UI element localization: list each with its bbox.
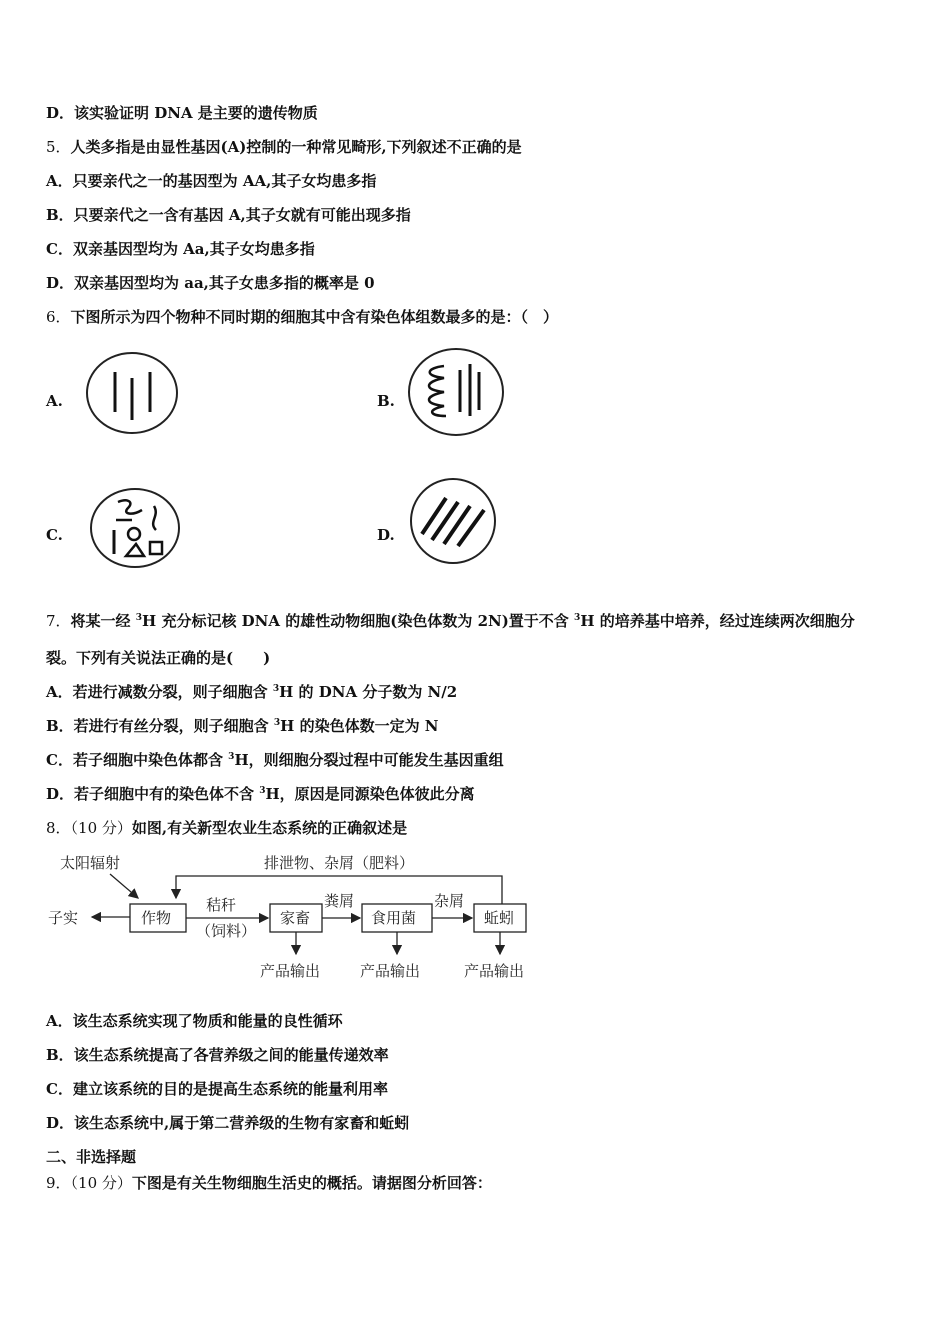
q6-label-b: B.	[377, 392, 395, 410]
q6-stem-text: 下图所示为四个物种不同时期的细胞其中含有染色体组数最多的是：（ ）	[70, 308, 559, 326]
q9-stem	[46, 1172, 492, 1193]
q7-option-b-2: H 的染色体数一定为 N	[280, 717, 439, 735]
sup-3: 3	[574, 613, 581, 623]
cell-diagram-c	[88, 486, 182, 570]
label-dung: 粪屑	[324, 892, 355, 910]
q8-option-b: B．该生态系统提高了各营养级之间的能量传递效率	[46, 1046, 389, 1064]
q6-label-d: D.	[377, 526, 395, 544]
q7-stem-line1	[46, 610, 855, 631]
ecosystem-flow-diagram	[40, 848, 540, 988]
q6-label-a: A.	[46, 392, 63, 410]
q7-option-c-2: H，则细胞分裂过程中可能发生基因重组	[234, 751, 504, 769]
label-earthworm: 蚯蚓	[484, 909, 515, 927]
sup-3: 3	[259, 786, 266, 796]
label-debris: 杂屑	[434, 892, 465, 910]
q6-number: 6．	[46, 308, 71, 326]
q7-stem-line2: 裂。下列有关说法正确的是( )	[46, 649, 271, 667]
q8-stem	[46, 817, 407, 838]
q7-option-a-1: A．若进行减数分裂，则子细胞含	[46, 683, 273, 701]
q8-stem-text: 如图,有关新型农业生态系统的正确叙述是	[131, 819, 408, 837]
q4-option-d: D．该实验证明 DNA 是主要的遗传物质	[46, 104, 318, 122]
label-fungus: 食用菌	[371, 909, 417, 927]
label-output-3: 产品输出	[464, 962, 525, 980]
label-output-1: 产品输出	[260, 962, 321, 980]
q7-option-c	[46, 749, 504, 770]
q6-stem	[46, 306, 558, 327]
q6-label-c: C.	[46, 526, 63, 544]
label-top-feedback: 排泄物、杂屑（肥料）	[264, 854, 415, 872]
label-output-2: 产品输出	[360, 962, 421, 980]
q7-option-d-2: H，原因是同源染色体彼此分离	[265, 785, 475, 803]
q7-option-d-1: D．若子细胞中有的染色体不含	[46, 785, 260, 803]
q8-option-a: A．该生态系统实现了物质和能量的良性循环	[46, 1012, 343, 1030]
q8-number: 8．（10 分）	[46, 819, 132, 837]
q7-option-a-2: H 的 DNA 分子数为 N/2	[279, 683, 458, 701]
cell-diagram-d	[408, 476, 498, 566]
q7-option-a	[46, 681, 457, 702]
q5-option-c: C．双亲基因型均为 Aa,其子女均患多指	[46, 240, 315, 258]
q8-option-c: C．建立该系统的目的是提高生态系统的能量利用率	[46, 1080, 388, 1098]
q7-stem-1c: H 的培养基中培养，经过连续两次细胞分	[580, 612, 855, 630]
q7-stem-1b: H 充分标记核 DNA 的雄性动物细胞(染色体数为 2N)置于不含	[142, 612, 575, 630]
q7-option-d	[46, 783, 475, 804]
q9-number: 9．（10 分）	[46, 1174, 132, 1192]
q5-stem	[46, 136, 522, 157]
q8-option-d: D．该生态系统中,属于第二营养级的生物有家畜和蚯蚓	[46, 1114, 410, 1132]
label-livestock: 家畜	[280, 909, 311, 927]
sup-3: 3	[272, 684, 280, 694]
q5-option-d: D．双亲基因型均为 aa,其子女患多指的概率是 0	[46, 274, 375, 292]
label-feed: （饲料）	[196, 922, 257, 940]
section-title: 二、非选择题	[46, 1148, 137, 1166]
sup-3: 3	[273, 718, 281, 728]
cell-diagram-b	[406, 346, 506, 438]
label-seed: 子实	[48, 909, 79, 927]
q7-option-b-1: B．若进行有丝分裂，则子细胞含	[46, 717, 274, 735]
label-sun: 太阳辐射	[60, 854, 121, 872]
sup-3: 3	[135, 613, 143, 623]
q5-option-b: B．只要亲代之一含有基因 A,其子女就有可能出现多指	[46, 206, 411, 224]
q7-stem-1a: 将某一经	[70, 612, 136, 630]
q5-stem-text: 人类多指是由显性基因(A)控制的一种常见畸形,下列叙述不正确的是	[70, 138, 522, 156]
sup-3: 3	[228, 752, 235, 762]
arrow-sun-to-crop	[110, 874, 138, 898]
label-crop: 作物	[141, 909, 172, 927]
q5-number: 5．	[46, 138, 71, 156]
q7-option-b	[46, 715, 439, 736]
label-straw: 秸秆	[206, 896, 237, 914]
q5-option-a: A．只要亲代之一的基因型为 AA,其子女均患多指	[46, 172, 377, 190]
q7-option-c-1: C．若子细胞中染色体都含	[46, 751, 229, 769]
q7-number: 7．	[46, 612, 71, 630]
q9-stem-text: 下图是有关生物细胞生活史的概括。请据图分析回答：	[131, 1174, 492, 1192]
cell-diagram-a	[84, 350, 180, 436]
